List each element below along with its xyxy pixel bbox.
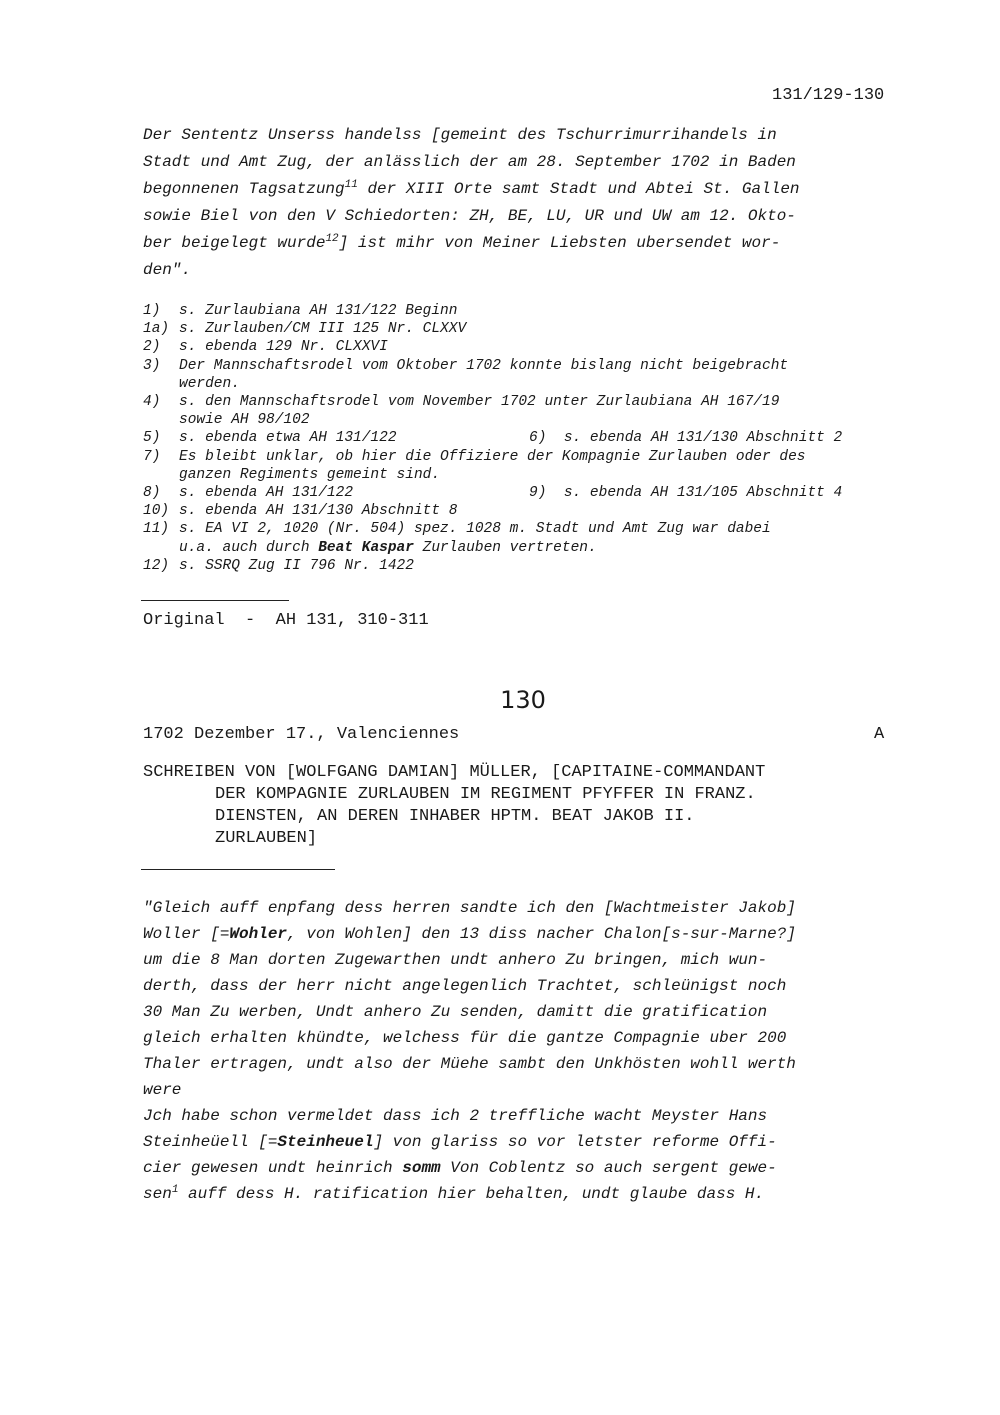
footnotes — [143, 302, 923, 575]
text-line: ber beigelegt wurde$^{12}$] ist mihr von Meiner Liebsten ubersendet wor- — [143, 233, 781, 252]
heading-line: SCHREIBEN VON [WOLFGANG DAMIAN] MÜLLER, [CAPITAINE-COMMANDANT — [143, 763, 766, 782]
text-line: begonnenen Tagsatzung$^{11}$ der XIII Orte samt Stadt und Abtei St. Gallen — [143, 179, 800, 198]
date-place: 1702 Dezember 17., Valenciennes — [143, 725, 460, 744]
footnote: 11) s. EA VI 2, 1020 (Nr. 504) spez. 1028 m. Stadt und Amt Zug war dabei u.a. auch durch Beat Kaspar Zurlauben vertreten. — [143, 521, 771, 556]
original-reference: Original - AH 131, 310-311 — [143, 611, 429, 630]
text-line: Der Sententz Unserss handelss [gemeint des Tschurrimurrihandels in — [143, 126, 777, 144]
footnote: 12) s. SSRQ Zug II 796 Nr. 1422 — [143, 557, 414, 574]
divider — [141, 869, 335, 870]
text-line: derth, dass der herr nicht angelegenlich Trachtet, schleünigst noch — [143, 977, 787, 995]
footnote: 7) Es bleibt unklar, ob hier die Offiziere der Kompagnie Zurlauben oder des ganzen Regiments gemeint sind. — [143, 448, 806, 483]
text-line: um die 8 Man dorten Zugewarthen undt anhero Zu bringen, mich wun- — [143, 951, 768, 969]
text-line: were — [143, 1081, 182, 1099]
text-line: Jch habe schon vermeldet dass ich 2 treffliche wacht Meyster Hans — [143, 1107, 768, 1125]
text-line: 30 Man Zu werben, Undt anhero Zu senden, damitt die gratification — [143, 1003, 768, 1021]
text-line: cier gewesen undt heinrich somm Von Coblentz so auch sergent gewe- — [143, 1159, 777, 1177]
footnote-ref: 1 — [171, 1184, 179, 1196]
divider — [141, 600, 289, 601]
text-line: sowie Biel von den V Schiedorten: ZH, BE, LU, UR und UW am 12. Okto- — [143, 207, 796, 225]
footnote: 1) s. Zurlaubiana AH 131/122 Beginn — [143, 303, 458, 319]
document-marker: A — [874, 725, 885, 744]
text-line: Stadt und Amt Zug, der anlässlich der am 28. September 1702 in Baden — [143, 153, 796, 171]
footnote-pair: 5) s. ebenda etwa AH 131/122 6) s. ebenda AH 131/130 Abschnitt 2 — [143, 430, 843, 447]
footnote: 4) s. den Mannschaftsrodel vom November 1702 unter Zurlaubiana AH 167/19 sowie AH 98/102 — [143, 394, 780, 429]
text-line: den". — [143, 261, 192, 279]
heading-line: DER KOMPAGNIE ZURLAUBEN IM REGIMENT PFYFFER IN FRANZ. — [215, 785, 756, 804]
footnote-pair: 8) s. ebenda AH 131/122 9) s. ebenda AH 131/105 Abschnitt 4 — [143, 485, 843, 502]
letter-text — [143, 895, 933, 1207]
bold-name: Wohler — [229, 925, 288, 943]
footnote: 2) s. ebenda 129 Nr. CLXXVI — [143, 339, 388, 356]
text-line: gleich erhalten khündte, welchess für die gantze Compagnie uber 200 — [143, 1029, 787, 1047]
footnote-ref: 11 — [344, 179, 358, 191]
bold-name: somm — [402, 1159, 441, 1177]
footnote-ref: 12 — [325, 233, 339, 245]
document-number: 130 — [500, 686, 546, 714]
heading-line: DIENSTEN, AN DEREN INHABER HPTM. BEAT JAKOB II. — [215, 807, 695, 826]
bold-name: Beat Kaspar — [318, 539, 414, 556]
text-line: Steinheüell [=Steinheuel] von glariss so vor letster reforme Offi- — [143, 1133, 777, 1151]
continuation-text — [143, 122, 913, 284]
heading-line: ZURLAUBEN] — [215, 829, 318, 848]
text-line: sen$^1$ auff dess H. ratification hier behalten, undt glaube dass H. — [143, 1184, 765, 1203]
footnote: 1a) s. Zurlauben/CM III 125 Nr. CLXXV — [143, 321, 467, 338]
text-line: Thaler ertragen, undt also der Müehe sambt den Unkhösten wohll werth — [143, 1055, 796, 1073]
bold-name: Steinheuel — [277, 1133, 374, 1151]
page-reference: 131/129-130 — [772, 86, 885, 105]
text-line: Woller [=Wohler, von Wohlen] den 13 diss nacher Chalon[s-sur-Marne?] — [143, 925, 796, 943]
footnote: 3) Der Mannschaftsrodel vom Oktober 1702 konnte bislang nicht beigebracht werden. — [143, 357, 789, 392]
text-line: "Gleich auff enpfang dess herren sandte ich den [Wachtmeister Jakob] — [143, 899, 796, 917]
footnote: 10) s. ebenda AH 131/130 Abschnitt 8 — [143, 503, 458, 520]
document-heading — [143, 762, 765, 850]
